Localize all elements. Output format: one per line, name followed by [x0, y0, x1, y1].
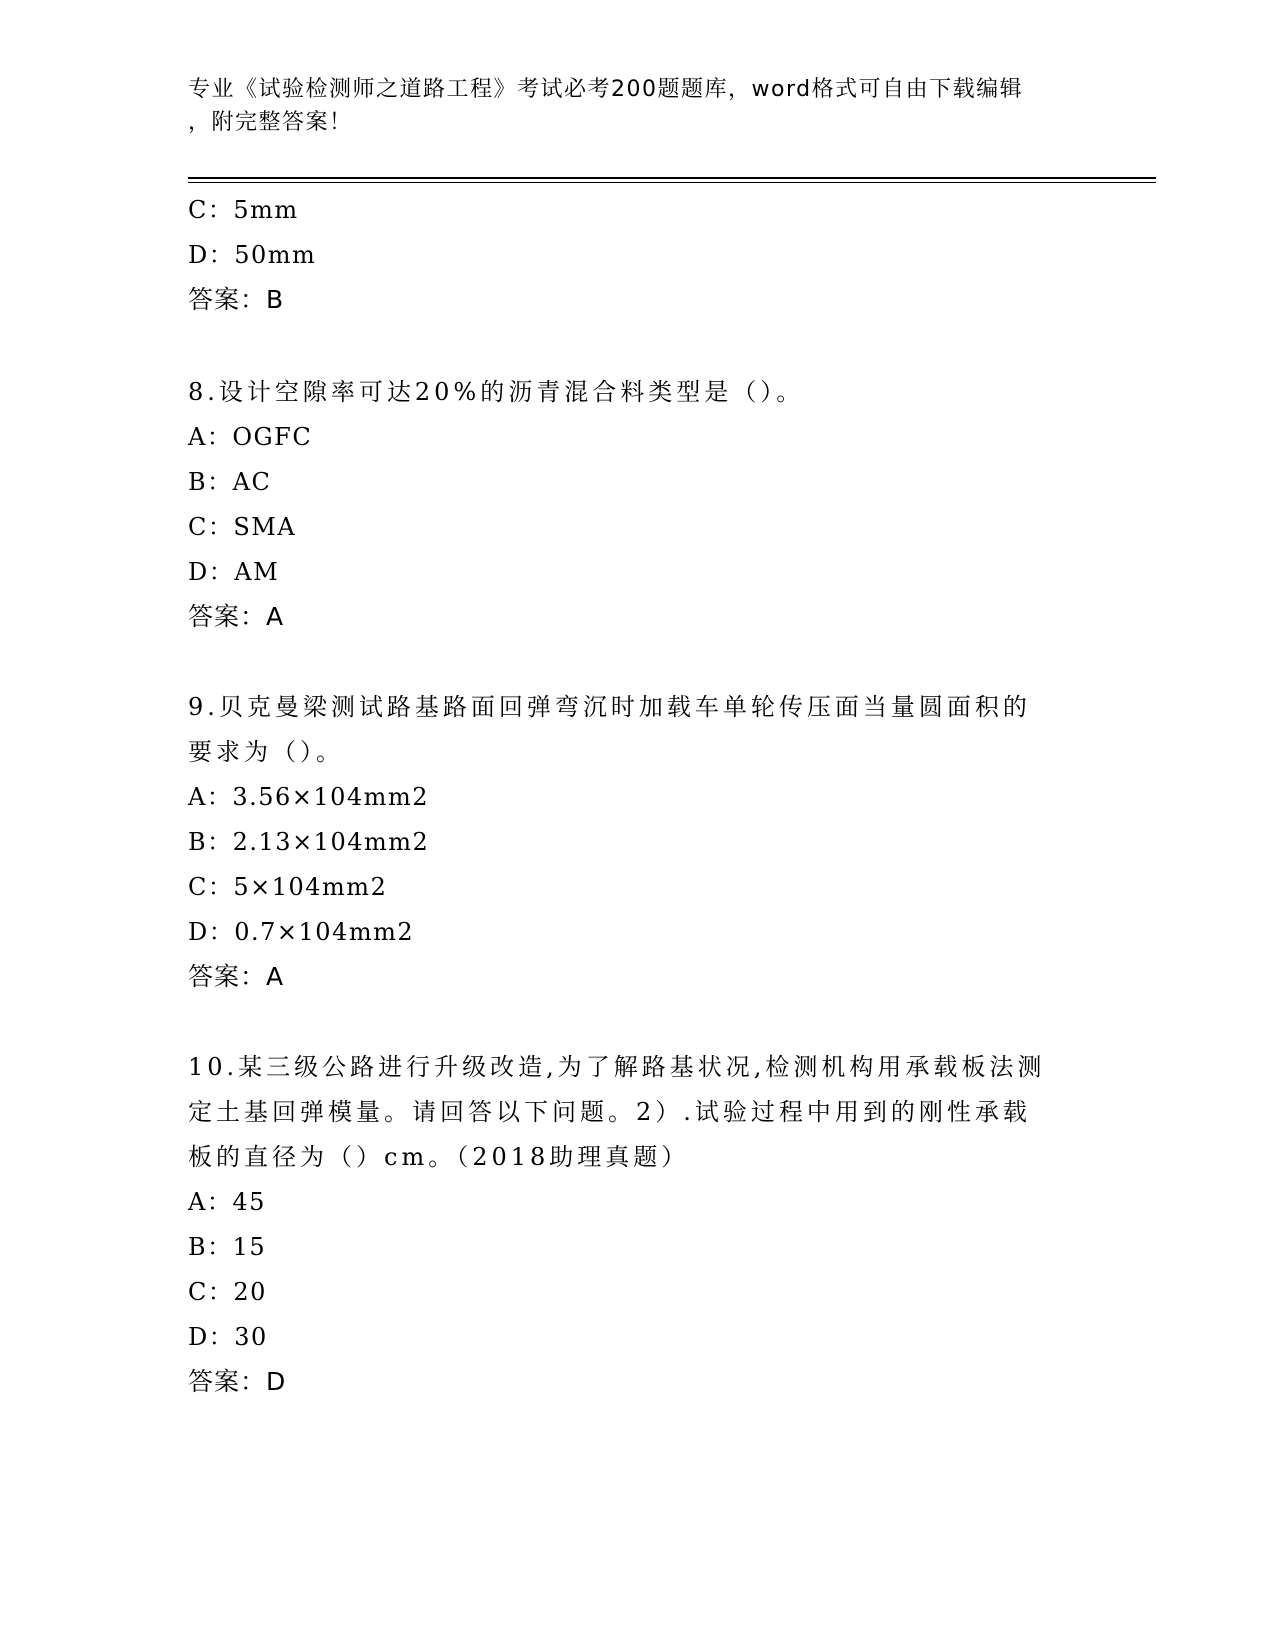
prev-question-option-c: C：5mm — [188, 196, 299, 224]
question-10-option-b: B：15 — [188, 1233, 267, 1261]
question-10-stem-line-2: 定土基回弹模量。请回答以下问题。2）.试验过程中用到的刚性承载 — [188, 1098, 1031, 1126]
question-10-option-a: A：45 — [188, 1188, 266, 1216]
prev-question-answer: 答案：B — [188, 285, 285, 314]
question-8-option-b: B：AC — [188, 468, 272, 496]
header-title-line-1: 专业《试验检测师之道路工程》考试必考200题题库，word格式可自由下载编辑 — [188, 77, 1024, 102]
document-header — [188, 73, 1078, 139]
question-9-stem-line-2: 要求为（）。 — [188, 738, 344, 766]
question-9-stem-line-1: 9.贝克曼梁测试路基路面回弹弯沉时加载车单轮传压面当量圆面积的 — [188, 693, 1031, 721]
question-9-option-c: C：5×104mm2 — [188, 873, 388, 901]
question-9-answer: 答案：A — [188, 962, 285, 991]
question-10-option-c: C：20 — [188, 1278, 267, 1306]
question-10-option-d: D：30 — [188, 1323, 268, 1351]
question-8-stem: 8.设计空隙率可达20%的沥青混合料类型是（）。 — [188, 378, 805, 406]
header-divider-thick — [188, 177, 1156, 179]
prev-question-option-d: D：50mm — [188, 241, 317, 269]
header-divider-thin — [188, 182, 1156, 183]
question-8-option-c: C：SMA — [188, 513, 297, 541]
question-8-option-d: D：AM — [188, 558, 280, 586]
question-10-stem-line-3: 板的直径为（）cm。（2018助理真题） — [188, 1143, 690, 1171]
question-9-option-a: A：3.56×104mm2 — [188, 783, 429, 811]
question-10-answer: 答案：D — [188, 1367, 287, 1396]
header-title-line-2: ，附完整答案！ — [188, 110, 353, 135]
question-10-stem-line-1: 10.某三级公路进行升级改造,为了解路基状况,检测机构用承载板法测 — [188, 1053, 1046, 1081]
question-9-option-b: B：2.13×104mm2 — [188, 828, 430, 856]
question-8-answer: 答案：A — [188, 602, 285, 631]
question-8-option-a: A：OGFC — [188, 423, 313, 451]
question-9-option-d: D：0.7×104mm2 — [188, 918, 415, 946]
